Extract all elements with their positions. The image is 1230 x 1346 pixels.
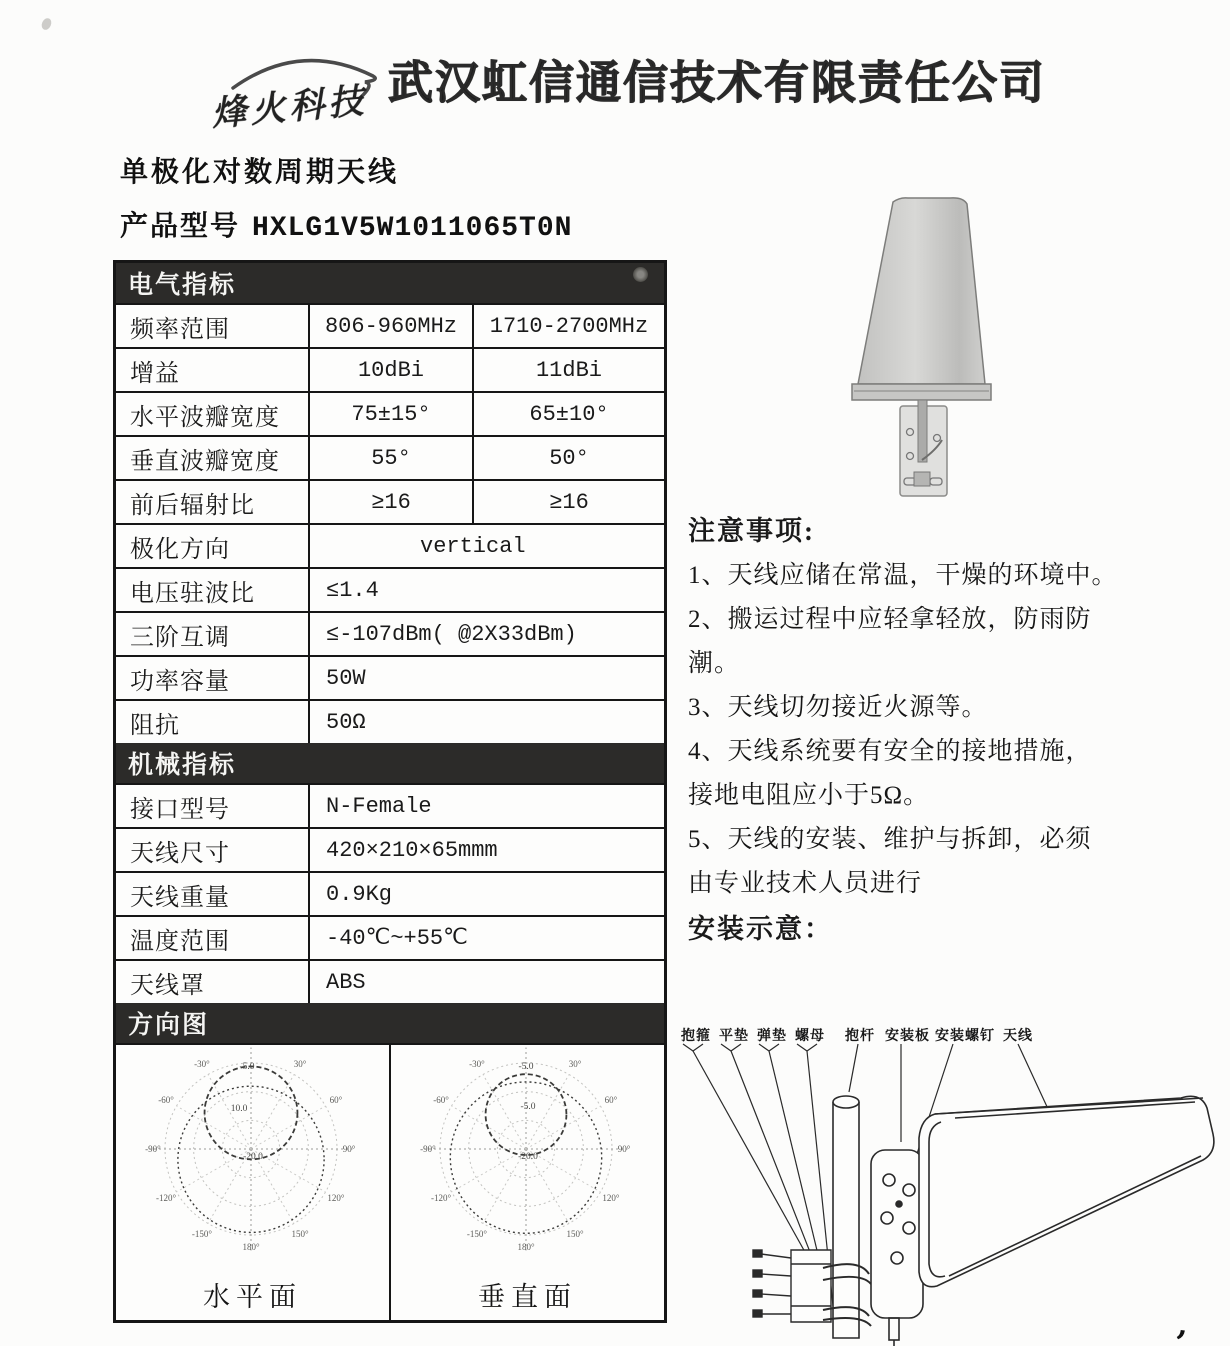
row-value-low-band: 75±15° [310, 393, 474, 435]
svg-text:30°: 30° [293, 1059, 307, 1070]
notes-section [688, 508, 1230, 952]
direction-section-title: 方向图 [128, 1011, 210, 1039]
table-row [116, 479, 664, 523]
direction-section-header [116, 1003, 664, 1043]
table-row [116, 567, 664, 611]
row-label: 天线尺寸 [116, 829, 310, 871]
row-value: vertical [420, 533, 526, 559]
scan-smudge [40, 17, 53, 32]
notes-title: 注意事项: [688, 516, 815, 546]
page-header [205, 28, 1205, 134]
scan-mark: , [1175, 1307, 1191, 1344]
installation-diagram [673, 1022, 1230, 1346]
row-value: 50W [326, 665, 366, 691]
row-label: 前后辐射比 [116, 481, 310, 523]
svg-text:-5.0: -5.0 [520, 1102, 536, 1112]
svg-text:30°: 30° [568, 1059, 582, 1070]
row-value: 0.9Kg [326, 881, 393, 907]
svg-text:90°: 90° [342, 1144, 356, 1154]
note-line: 潮。 [688, 650, 741, 677]
row-value-low-band: ≥16 [310, 481, 474, 523]
row-value: ABS [326, 969, 366, 995]
label-flat-washer: 平垫 [719, 1029, 749, 1044]
row-label: 接口型号 [116, 785, 310, 827]
svg-text:-120°: -120° [156, 1193, 177, 1204]
row-value: ≤1.4 [326, 577, 379, 603]
row-label: 极化方向 [116, 525, 310, 567]
row-label: 阻抗 [116, 701, 310, 743]
svg-text:120°: 120° [602, 1193, 620, 1204]
svg-text:-150°: -150° [466, 1228, 488, 1239]
bracket-rod [918, 400, 927, 462]
antenna-product-figure [838, 188, 1058, 510]
svg-text:-60°: -60° [158, 1094, 174, 1105]
connector-block [914, 472, 930, 486]
row-label: 水平波瓣宽度 [116, 393, 310, 435]
svg-text:-60°: -60° [433, 1094, 449, 1105]
table-row [116, 303, 664, 347]
table-row [116, 699, 664, 743]
horizontal-pattern-chart [116, 1045, 386, 1275]
electrical-section-header [116, 263, 664, 303]
svg-text:120°: 120° [327, 1193, 345, 1204]
table-row [116, 391, 664, 435]
vertical-pattern-panel [389, 1045, 664, 1320]
row-value-low-band: 10dBi [310, 349, 474, 391]
svg-text:-150°: -150° [191, 1228, 213, 1239]
svg-text:-90°: -90° [420, 1144, 436, 1154]
table-row [116, 611, 664, 655]
row-value: -40℃~+55℃ [326, 926, 468, 951]
note-line: 2、搬运过程中应轻拿轻放，防雨防 [688, 606, 1092, 633]
label-spring-washer: 弹垫 [757, 1029, 787, 1044]
note-line: 1、天线应储在常温，干燥的环境中。 [688, 562, 1118, 589]
electrical-section-title: 电气指标 [128, 271, 237, 299]
mechanical-section-title: 机械指标 [128, 751, 237, 779]
svg-text:150°: 150° [566, 1228, 584, 1239]
company-name: 武汉虹信通信技术有限责任公司 [388, 57, 1047, 108]
svg-text:-90°: -90° [145, 1144, 161, 1154]
svg-text:90°: 90° [617, 1144, 631, 1154]
note-line: 由专业技术人员进行 [688, 870, 923, 897]
label-antenna: 天线 [1003, 1029, 1033, 1044]
antenna-radome [919, 1096, 1214, 1286]
table-row [116, 523, 664, 567]
row-label: 功率容量 [116, 657, 310, 699]
row-label: 天线罩 [116, 961, 310, 1003]
svg-text:-30°: -30° [194, 1059, 210, 1070]
row-label: 三阶互调 [116, 613, 310, 655]
row-value-high-band: 65±10° [529, 401, 609, 427]
svg-text:180°: 180° [242, 1242, 260, 1253]
scan-dot [633, 267, 648, 282]
table-row [116, 435, 664, 479]
label-pole: 抱杆 [845, 1029, 875, 1044]
row-label: 电压驻波比 [116, 569, 310, 611]
row-value: 420×210×65mmm [326, 837, 498, 863]
fiberhome-logo [205, 54, 390, 134]
row-value-high-band: 50° [549, 445, 589, 471]
note-line: 4、天线系统要有安全的接地措施， [688, 738, 1092, 765]
row-value-low-band: 806-960MHz [310, 305, 474, 347]
table-row [116, 347, 664, 391]
label-mount-plate: 安装板 [885, 1029, 930, 1044]
horizontal-pattern-panel [116, 1045, 389, 1320]
label-nut: 螺母 [795, 1029, 825, 1044]
row-value: ≤-107dBm( @2X33dBm) [326, 621, 577, 647]
horizontal-pattern-caption: 水平面 [203, 1282, 302, 1312]
logo-text: 烽火科技 [209, 81, 369, 134]
note-line: 5、天线的安装、维护与拆卸，必须 [688, 826, 1092, 853]
mechanical-section-header [116, 743, 664, 783]
radome-body [858, 198, 985, 384]
vertical-pattern-chart [391, 1045, 661, 1275]
label-mount-screw: 安装螺钉 [935, 1029, 995, 1044]
row-label: 增益 [116, 349, 310, 391]
row-label: 垂直波瓣宽度 [116, 437, 310, 479]
vertical-pattern-caption: 垂直面 [478, 1282, 577, 1312]
product-title: 单极化对数周期天线 [120, 157, 400, 188]
svg-text:-30°: -30° [469, 1059, 485, 1070]
table-row [116, 783, 664, 827]
row-value-high-band: 1710-2700MHz [489, 313, 649, 339]
mounting-pole [833, 1096, 859, 1338]
svg-text:-120°: -120° [431, 1193, 452, 1204]
svg-text:-20.0: -20.0 [518, 1152, 538, 1162]
direction-plots [116, 1043, 664, 1320]
svg-text:-5.0: -5.0 [518, 1062, 534, 1072]
row-label: 温度范围 [116, 917, 310, 959]
product-model-line [120, 204, 572, 244]
note-line: 接地电阻应小于5Ω。 [688, 782, 930, 809]
row-label: 天线重量 [116, 873, 310, 915]
install-section-title: 安装示意： [688, 914, 833, 944]
label-clamp: 抱箍 [681, 1029, 711, 1044]
radome-flange [852, 384, 991, 400]
svg-text:60°: 60° [604, 1094, 618, 1105]
svg-text:150°: 150° [291, 1228, 309, 1239]
table-row [116, 915, 664, 959]
row-value-high-band: 11dBi [535, 357, 602, 383]
svg-text:10.0: 10.0 [230, 1104, 248, 1114]
svg-text:180°: 180° [517, 1242, 535, 1253]
svg-text:-5.0: -5.0 [239, 1062, 255, 1072]
mounting-plate [871, 1150, 923, 1346]
row-label: 频率范围 [116, 305, 310, 347]
spec-table [113, 260, 667, 1323]
svg-text:-20.0: -20.0 [243, 1152, 263, 1162]
row-value: N-Female [326, 793, 432, 819]
table-row [116, 655, 664, 699]
row-value: 50Ω [326, 709, 366, 735]
note-line: 3、天线切勿接近火源等。 [688, 694, 988, 721]
row-value-low-band: 55° [310, 437, 474, 479]
model-label: 产品型号 [120, 211, 241, 242]
table-row [116, 959, 664, 1003]
model-value: HXLG1V5W1011065T0N [252, 213, 573, 244]
svg-text:60°: 60° [329, 1094, 343, 1105]
row-value-high-band: ≥16 [549, 489, 589, 515]
table-row [116, 871, 664, 915]
table-row [116, 827, 664, 871]
